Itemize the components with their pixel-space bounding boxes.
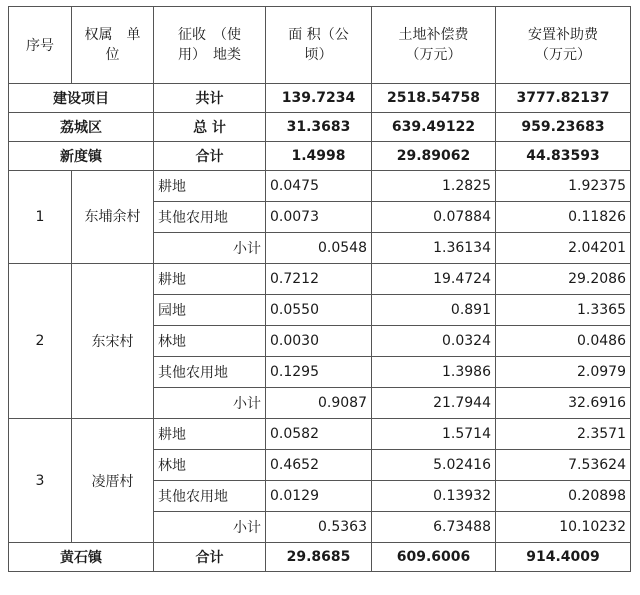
- land-type: 其他农用地: [154, 481, 266, 512]
- resettle-value: 0.11826: [496, 202, 631, 233]
- total-name: 荔城区: [9, 113, 154, 142]
- land-value: 1.36134: [372, 233, 496, 264]
- total-land: 29.89062: [372, 142, 496, 171]
- area-value: 0.0475: [266, 171, 372, 202]
- land-type: 其他农用地: [154, 357, 266, 388]
- subtotal-label: 小计: [154, 512, 266, 543]
- total-land: 639.49122: [372, 113, 496, 142]
- subtotal-label: 小计: [154, 233, 266, 264]
- area-value: 0.0030: [266, 326, 372, 357]
- land-value: 5.02416: [372, 450, 496, 481]
- area-value: 0.0548: [266, 233, 372, 264]
- compensation-table: [8, 6, 631, 572]
- land-value: 0.0324: [372, 326, 496, 357]
- total-resettle: 959.23683: [496, 113, 631, 142]
- land-value: 1.5714: [372, 419, 496, 450]
- table-row: [9, 419, 631, 450]
- land-type: 耕地: [154, 419, 266, 450]
- area-value: 0.1295: [266, 357, 372, 388]
- land-type: 林地: [154, 326, 266, 357]
- total-land: 609.6006: [372, 543, 496, 572]
- header-area: 面 积（公 顷）: [266, 7, 372, 84]
- resettle-value: 2.0979: [496, 357, 631, 388]
- header-land-use: 征收 （使 用） 地类: [154, 7, 266, 84]
- total-area: 139.7234: [266, 84, 372, 113]
- total-row-xindu: [9, 142, 631, 171]
- header-resettlement: 安置补助费 （万元）: [496, 7, 631, 84]
- resettle-value: 1.92375: [496, 171, 631, 202]
- resettle-value: 0.20898: [496, 481, 631, 512]
- total-row-huangshi: [9, 543, 631, 572]
- land-value: 1.2825: [372, 171, 496, 202]
- land-value: 6.73488: [372, 512, 496, 543]
- area-value: 0.0550: [266, 295, 372, 326]
- resettle-value: 2.04201: [496, 233, 631, 264]
- total-label: 合计: [154, 142, 266, 171]
- land-type: 耕地: [154, 171, 266, 202]
- total-resettle: 914.4009: [496, 543, 631, 572]
- header-owner: 权属 单 位: [72, 7, 154, 84]
- area-value: 0.5363: [266, 512, 372, 543]
- resettle-value: 29.2086: [496, 264, 631, 295]
- table-row: [9, 264, 631, 295]
- total-area: 31.3683: [266, 113, 372, 142]
- total-label: 总 计: [154, 113, 266, 142]
- total-label: 共计: [154, 84, 266, 113]
- land-type: 耕地: [154, 264, 266, 295]
- area-value: 0.0073: [266, 202, 372, 233]
- land-value: 0.891: [372, 295, 496, 326]
- area-value: 0.0582: [266, 419, 372, 450]
- land-value: 1.3986: [372, 357, 496, 388]
- total-row-licheng: [9, 113, 631, 142]
- village-name: 东宋村: [72, 264, 154, 419]
- resettle-value: 32.6916: [496, 388, 631, 419]
- land-value: 19.4724: [372, 264, 496, 295]
- total-name: 黄石镇: [9, 543, 154, 572]
- village-name: 凌厝村: [72, 419, 154, 543]
- land-value: 0.13932: [372, 481, 496, 512]
- total-name: 新度镇: [9, 142, 154, 171]
- resettle-value: 0.0486: [496, 326, 631, 357]
- table-row: [9, 171, 631, 202]
- header-no: 序号: [9, 7, 72, 84]
- total-area: 1.4998: [266, 142, 372, 171]
- total-land: 2518.54758: [372, 84, 496, 113]
- area-value: 0.0129: [266, 481, 372, 512]
- area-value: 0.7212: [266, 264, 372, 295]
- header-land-compensation: 土地补偿费 （万元）: [372, 7, 496, 84]
- village-no: 3: [9, 419, 72, 543]
- land-type: 园地: [154, 295, 266, 326]
- land-type: 其他农用地: [154, 202, 266, 233]
- total-area: 29.8685: [266, 543, 372, 572]
- resettle-value: 1.3365: [496, 295, 631, 326]
- land-type: 林地: [154, 450, 266, 481]
- area-value: 0.9087: [266, 388, 372, 419]
- area-value: 0.4652: [266, 450, 372, 481]
- resettle-value: 2.3571: [496, 419, 631, 450]
- resettle-value: 10.10232: [496, 512, 631, 543]
- village-no: 1: [9, 171, 72, 264]
- land-value: 21.7944: [372, 388, 496, 419]
- total-name: 建设项目: [9, 84, 154, 113]
- total-resettle: 44.83593: [496, 142, 631, 171]
- total-resettle: 3777.82137: [496, 84, 631, 113]
- subtotal-label: 小计: [154, 388, 266, 419]
- resettle-value: 7.53624: [496, 450, 631, 481]
- total-label: 合计: [154, 543, 266, 572]
- header-row: [9, 7, 631, 84]
- total-row-project: [9, 84, 631, 113]
- village-name: 东埔余村: [72, 171, 154, 264]
- village-no: 2: [9, 264, 72, 419]
- land-value: 0.07884: [372, 202, 496, 233]
